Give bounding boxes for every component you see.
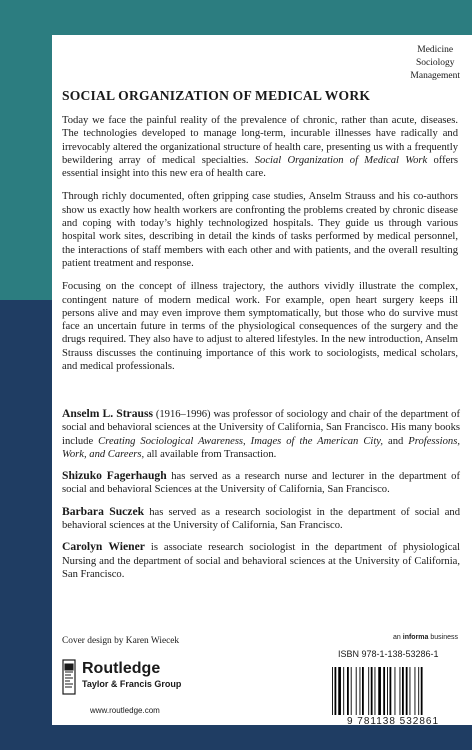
back-cover-panel: [52, 35, 472, 725]
author-name: Shizuko Fagerhaugh: [62, 469, 167, 483]
author-name: Anselm L. Strauss: [62, 407, 153, 420]
barcode-bar: [383, 667, 385, 715]
barcode-bar: [418, 667, 419, 715]
book-title: SOCIAL ORGANIZATION OF MEDICAL WORK: [62, 88, 371, 103]
barcode-bar: [335, 667, 337, 715]
isbn: ISBN 978-1-138-53286-1: [338, 649, 439, 659]
barcode-bar: [360, 667, 361, 715]
author-name: Barbara Suczek: [62, 504, 145, 518]
informa-logo: informa: [402, 634, 429, 641]
barcode-bar: [356, 667, 357, 715]
bio-strauss: Anselm L. Strauss (1916–1996) was professor of sociology and chair of the department of social and behavioral sciences at the University of California, San Francisco. His many books include Creating Sociological Awareness, Images of the American City, and Professions, Work, and Careers, all available from Transaction.: [62, 407, 460, 460]
barcode-bar: [400, 667, 401, 715]
book-title-italic: Social Organization of Medical Work: [254, 154, 428, 166]
barcode-bar: [415, 667, 416, 715]
bio-suczek: Barbara Suczek has served as a research sociologist in the department of social and behavioral sciences at the University of California, San Francisco.: [62, 504, 460, 532]
description-paragraph-1: Today we face the painful reality of the prevalence of chronic, rather than acute, diseases. The technologies developed to manage long-term, incurable illnesses have radically and irrevocably altered the organizational structure of health care, presenting us with a frequently bewildering array of medical specialties. Social Organization of Medical Work offers essential insight into this new era of health care.: [62, 115, 458, 180]
barcode-bar: [375, 667, 376, 715]
barcode-bar: [368, 667, 369, 715]
barcode-bar: [338, 667, 341, 715]
barcode-bar: [362, 667, 364, 715]
barcode-number: 9 781138 532861: [346, 716, 440, 727]
barcode-bar: [395, 667, 396, 715]
description-paragraph-2: Through richly documented, often gripping case studies, Anselm Strauss and his co-authors show us exactly how health workers are confronting the problems created by chronic disease and coping with today’s highly technologized hospitals. They guide us through various hospital work sites, describing in detail the kinds of tasks performed by medical personnel, the interactions of staff members with each other and with patients, and the overall resulting patient treatment and response.: [62, 191, 458, 269]
barcode-bar: [390, 667, 392, 715]
publisher-url: www.routledge.com: [90, 706, 160, 715]
barcode-bar: [343, 667, 344, 715]
barcode: [328, 667, 458, 717]
barcode-bar: [421, 667, 423, 715]
subject-categories: [410, 44, 460, 83]
publisher-group: Taylor & Francis Group: [82, 679, 182, 689]
bio-wiener: Carolyn Wiener is associate research sociologist in the department of physiological Nursing and the department of social and behavioral sciences at the University of California, San Francisco.: [62, 540, 460, 580]
barcode-bar: [406, 667, 408, 715]
barcode-bar: [347, 667, 349, 715]
description-paragraph-3: Focusing on the concept of illness trajectory, the authors vividly illustrate the complex, contingent nature of modern medical work. For example, open heart surgery keeps ill persons alive and may even improve them symptomatically, but those who do survive must face an uncertain future in terms of the physiological consequences of the surgery and the drugs required. They also have to adjust to altered lifestyles. In the new introduction, Anselm Strauss discusses the continuing importance of this work to sociologists, medical scholars, and medical professionals.: [62, 281, 458, 373]
author-bios: [62, 407, 460, 589]
subject-medicine: Medicine: [417, 45, 454, 55]
barcode-bar: [371, 667, 373, 715]
description: [62, 114, 458, 383]
barcode-bar: [387, 667, 388, 715]
barcode-bar: [378, 667, 381, 715]
barcode-bar: [402, 667, 404, 715]
author-name: Carolyn Wiener: [62, 540, 145, 554]
cover-credit: Cover design by Karen Wiecek: [62, 636, 180, 646]
routledge-logo-icon: [62, 658, 76, 696]
publisher-name: Routledge: [82, 660, 161, 677]
subject-sociology: Sociology: [415, 58, 455, 68]
barcode-bar: [410, 667, 411, 715]
barcode-bar: [332, 667, 333, 715]
informa-line: an informa business: [393, 634, 458, 641]
bio-fagerhaugh: Shizuko Fagerhaugh has served as a research nurse and lecturer in the department of social and behavioral Sciences at the University of California, San Francisco.: [62, 469, 460, 496]
subject-management: Management: [410, 71, 460, 81]
barcode-bar: [351, 667, 352, 715]
